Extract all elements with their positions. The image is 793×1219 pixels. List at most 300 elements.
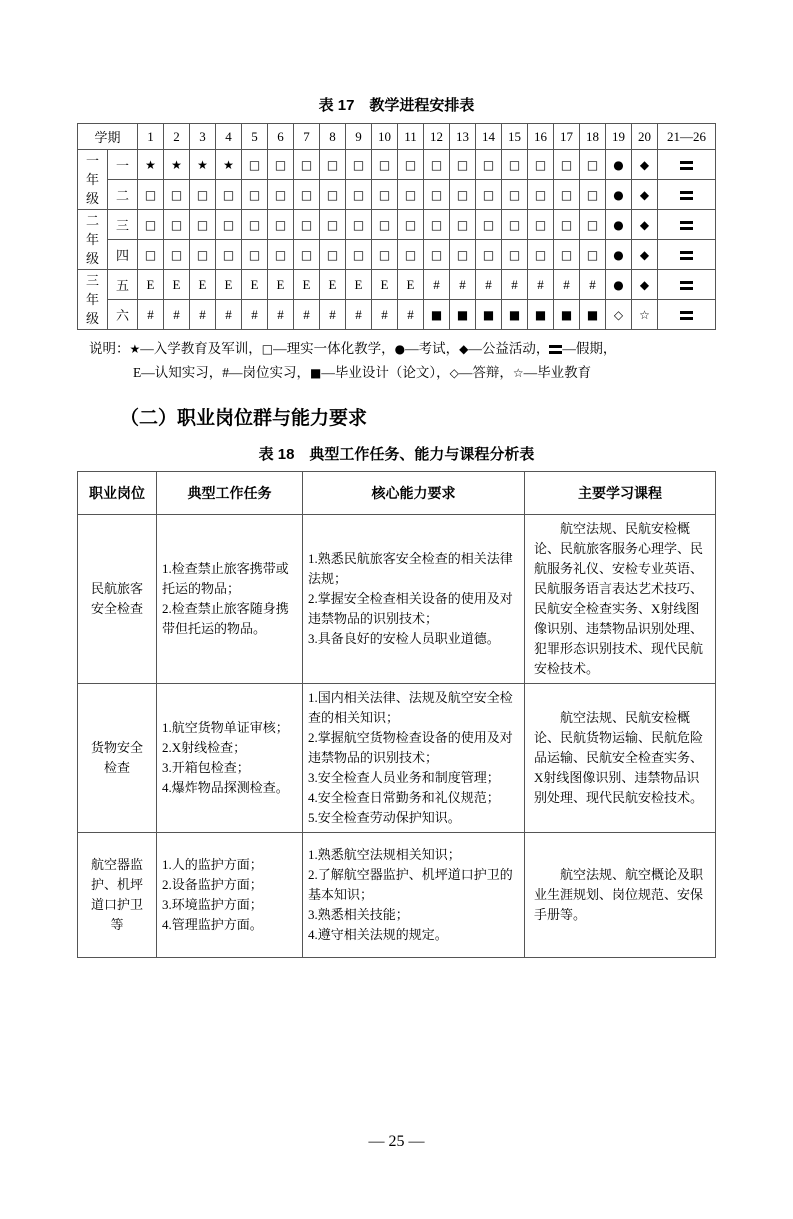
week-symbol-cell	[138, 150, 164, 180]
week-symbol-cell	[398, 210, 424, 240]
week-header-cell: 14	[476, 124, 502, 150]
holiday-bars-icon	[680, 161, 693, 170]
courses-cell: 航空法规、民航安检概论、民航旅客服务心理学、民航服务礼仪、安检专业英语、民航服务语言表达艺术技巧、民航安全检查实务、X射线图像识别、违禁物品识别处理、犯罪形态识别技术、现代民航安检技术。	[525, 515, 716, 684]
week-symbol-cell	[242, 150, 268, 180]
legend-line-2: E—认知实习，#—岗位实习，■—毕业设计（论文），◇—答辩，☆—毕业教育	[133, 365, 592, 380]
integrated-teaching-square-icon: □	[144, 217, 157, 232]
week-symbol-cell	[580, 300, 606, 330]
week-header-cell: 5	[242, 124, 268, 150]
week-symbol-cell	[658, 240, 716, 270]
week-symbol-cell	[294, 300, 320, 330]
week-symbol-cell	[528, 210, 554, 240]
week-symbol-cell	[216, 270, 242, 300]
week-symbol-cell	[138, 270, 164, 300]
week-symbol-cell	[216, 240, 242, 270]
graduation-design-square-icon: ■	[534, 307, 547, 322]
graduation-education-star-icon: ☆	[639, 307, 650, 322]
week-symbol-cell	[502, 180, 528, 210]
task-analysis-row	[78, 833, 716, 958]
week-symbol-cell	[164, 180, 190, 210]
week-symbol-cell	[294, 240, 320, 270]
semester-number-cell: 五	[108, 270, 138, 300]
post-cell: 货物安全检查	[78, 684, 157, 833]
week-symbol-cell	[268, 150, 294, 180]
cell-mark: #	[251, 306, 258, 322]
integrated-teaching-square-icon: □	[274, 187, 287, 202]
public-welfare-diamond-icon: ◆	[639, 157, 650, 172]
ability-item: 4.安全检查日常勤务和礼仪规范；	[308, 790, 500, 805]
teaching-schedule-table	[77, 123, 716, 330]
integrated-teaching-square-icon: □	[560, 247, 573, 262]
public-welfare-diamond-icon: ◆	[639, 187, 650, 202]
week-symbol-cell	[190, 270, 216, 300]
week-symbol-cell	[450, 300, 476, 330]
integrated-teaching-square-icon: □	[456, 157, 469, 172]
cell-mark: E	[302, 276, 311, 292]
graduation-design-square-icon: ■	[456, 307, 469, 322]
week-symbol-cell	[450, 270, 476, 300]
cell-mark: #	[537, 276, 544, 292]
tasks-cell	[157, 684, 303, 833]
week-symbol-cell	[632, 300, 658, 330]
column-header: 典型工作任务	[157, 472, 303, 515]
integrated-teaching-square-icon: □	[274, 247, 287, 262]
ability-item: 3.安全检查人员业务和制度管理；	[308, 770, 500, 785]
teaching-schedule-header	[78, 124, 716, 150]
ability-item: 3.熟悉相关技能；	[308, 907, 409, 922]
week-symbol-cell	[294, 270, 320, 300]
week-symbol-cell	[398, 270, 424, 300]
week-symbol-cell	[554, 150, 580, 180]
task-analysis-row	[78, 515, 716, 684]
week-symbol-cell	[424, 180, 450, 210]
graduation-design-square-icon: ■	[430, 307, 443, 322]
week-symbol-cell	[268, 240, 294, 270]
tasks-cell	[157, 833, 303, 958]
task-item: 3.开箱包检查；	[162, 760, 250, 775]
week-symbol-cell	[190, 150, 216, 180]
schedule-row	[78, 270, 716, 300]
integrated-teaching-square-icon: □	[586, 157, 599, 172]
week-header-cell: 12	[424, 124, 450, 150]
week-symbol-cell	[346, 270, 372, 300]
week-symbol-cell	[554, 240, 580, 270]
defense-diamond-icon: ◇	[613, 307, 624, 322]
week-header-cell: 19	[606, 124, 632, 150]
schedule-row	[78, 240, 716, 270]
exam-dot-icon: ●	[613, 247, 624, 262]
integrated-teaching-square-icon: □	[430, 247, 443, 262]
integrated-teaching-square-icon: □	[534, 247, 547, 262]
week-symbol-cell	[398, 180, 424, 210]
week-symbol-cell	[580, 150, 606, 180]
week-symbol-cell	[346, 300, 372, 330]
integrated-teaching-square-icon: □	[274, 217, 287, 232]
week-symbol-cell	[294, 180, 320, 210]
integrated-teaching-square-icon: □	[248, 187, 261, 202]
week-symbol-cell	[372, 270, 398, 300]
legend-line-1: 说明：★—入学教育及军训，□—理实一体化教学，●—考试，◆—公益活动， —假期，	[89, 341, 617, 356]
cell-mark: #	[277, 306, 284, 322]
week-symbol-cell	[190, 240, 216, 270]
cell-mark: #	[381, 306, 388, 322]
task-item: 1.人的监护方面；	[162, 857, 263, 872]
week-symbol-cell	[372, 150, 398, 180]
week-header-cell: 10	[372, 124, 398, 150]
week-header-cell: 3	[190, 124, 216, 150]
week-symbol-cell	[372, 240, 398, 270]
week-symbol-cell	[320, 180, 346, 210]
week-symbol-cell	[138, 240, 164, 270]
column-header: 主要学习课程	[525, 472, 716, 515]
year-label-cell: 三 年 级	[78, 270, 108, 330]
integrated-teaching-square-icon: □	[274, 157, 287, 172]
week-symbol-cell	[554, 270, 580, 300]
week-symbol-cell	[372, 300, 398, 330]
integrated-teaching-square-icon: □	[222, 187, 235, 202]
schedule-row	[78, 210, 716, 240]
cell-mark: E	[198, 276, 207, 292]
week-symbol-cell	[138, 210, 164, 240]
week-symbol-cell	[450, 150, 476, 180]
integrated-teaching-square-icon: □	[482, 247, 495, 262]
holiday-bars-icon	[680, 251, 693, 260]
schedule-row	[78, 300, 716, 330]
week-symbol-cell	[450, 180, 476, 210]
week-symbol-cell	[424, 210, 450, 240]
graduation-design-square-icon: ■	[560, 307, 573, 322]
public-welfare-diamond-icon: ◆	[459, 342, 469, 356]
week-header-cell: 13	[450, 124, 476, 150]
integrated-teaching-square-icon: □	[300, 157, 313, 172]
week-symbol-cell	[554, 180, 580, 210]
year-label-cell: 一 年 级	[78, 150, 108, 210]
task-analysis-row	[78, 684, 716, 833]
week-symbol-cell	[242, 180, 268, 210]
integrated-teaching-square-icon: □	[300, 187, 313, 202]
holiday-bars-icon	[549, 345, 562, 354]
week-symbol-cell	[138, 300, 164, 330]
week-symbol-cell	[190, 180, 216, 210]
week-symbol-cell	[658, 210, 716, 240]
week-symbol-cell	[320, 240, 346, 270]
week-symbol-cell	[658, 180, 716, 210]
integrated-teaching-square-icon: □	[378, 187, 391, 202]
integrated-teaching-square-icon: □	[508, 157, 521, 172]
week-symbol-cell	[606, 180, 632, 210]
graduation-design-square-icon: ■	[482, 307, 495, 322]
week-symbol-cell	[268, 270, 294, 300]
integrated-teaching-square-icon: □	[456, 187, 469, 202]
week-symbol-cell	[528, 180, 554, 210]
integrated-teaching-square-icon: □	[456, 247, 469, 262]
integrated-teaching-square-icon: □	[196, 187, 209, 202]
week-symbol-cell	[606, 240, 632, 270]
week-symbol-cell	[580, 270, 606, 300]
integrated-teaching-square-icon: □	[456, 217, 469, 232]
integrated-teaching-square-icon: □	[352, 247, 365, 262]
integrated-teaching-square-icon: □	[248, 157, 261, 172]
integrated-teaching-square-icon: □	[300, 247, 313, 262]
task-item: 2.检查禁止旅客随身携带但托运的物品。	[162, 601, 289, 636]
integrated-teaching-square-icon: □	[404, 247, 417, 262]
integrated-teaching-square-icon: □	[222, 217, 235, 232]
week-symbol-cell	[606, 150, 632, 180]
cell-mark: #	[355, 306, 362, 322]
integrated-teaching-square-icon: □	[248, 247, 261, 262]
week-symbol-cell	[216, 210, 242, 240]
week-symbol-cell	[216, 180, 242, 210]
week-symbol-cell	[164, 300, 190, 330]
integrated-teaching-square-icon: □	[196, 247, 209, 262]
week-symbol-cell	[606, 270, 632, 300]
week-symbol-cell	[242, 240, 268, 270]
week-symbol-cell	[242, 300, 268, 330]
week-symbol-cell	[476, 240, 502, 270]
week-symbol-cell	[502, 300, 528, 330]
task-analysis-table	[77, 471, 716, 958]
week-symbol-cell	[502, 270, 528, 300]
cell-mark: E	[276, 276, 285, 292]
week-symbol-cell	[476, 270, 502, 300]
week-symbol-cell	[580, 240, 606, 270]
week-symbol-cell	[606, 300, 632, 330]
cell-mark: #	[485, 276, 492, 292]
cell-mark: E	[146, 276, 155, 292]
integrated-teaching-square-icon: □	[378, 217, 391, 232]
week-symbol-cell	[268, 300, 294, 330]
week-symbol-cell	[346, 240, 372, 270]
week-header-cell: 1	[138, 124, 164, 150]
week-symbol-cell	[320, 150, 346, 180]
semester-number-cell: 三	[108, 210, 138, 240]
week-symbol-cell	[242, 270, 268, 300]
week-header-cell: 21—26	[658, 124, 716, 150]
graduation-education-star-icon: ☆	[512, 366, 524, 380]
cell-mark: #	[303, 306, 310, 322]
integrated-teaching-square-icon: □	[326, 157, 339, 172]
column-header: 职业岗位	[78, 472, 157, 515]
year-label-cell: 二 年 级	[78, 210, 108, 270]
enrollment-star-icon: ★	[171, 157, 182, 172]
week-header-cell: 8	[320, 124, 346, 150]
table17-legend	[77, 337, 716, 385]
week-symbol-cell	[346, 150, 372, 180]
task-analysis-body	[78, 515, 716, 958]
courses-cell: 航空法规、航空概论及职业生涯规划、岗位规范、安保手册等。	[525, 833, 716, 958]
cell-mark: E	[250, 276, 259, 292]
integrated-teaching-square-icon: □	[586, 247, 599, 262]
week-header-cell: 2	[164, 124, 190, 150]
integrated-teaching-square-icon: □	[508, 247, 521, 262]
week-symbol-cell	[632, 150, 658, 180]
cell-mark: #	[589, 276, 596, 292]
semester-header-cell: 学期	[78, 124, 138, 150]
week-symbol-cell	[242, 210, 268, 240]
task-item: 3.环境监护方面；	[162, 897, 263, 912]
integrated-teaching-square-icon: □	[170, 217, 183, 232]
week-symbol-cell	[502, 150, 528, 180]
week-symbol-cell	[424, 300, 450, 330]
tasks-cell	[157, 515, 303, 684]
week-header-cell: 7	[294, 124, 320, 150]
week-symbol-cell	[190, 300, 216, 330]
week-symbol-cell	[632, 270, 658, 300]
schedule-row	[78, 150, 716, 180]
integrated-teaching-square-icon: □	[378, 247, 391, 262]
abilities-cell	[303, 684, 525, 833]
week-header-cell: 16	[528, 124, 554, 150]
ability-item: 4.遵守相关法规的规定。	[308, 927, 448, 942]
integrated-teaching-square-icon: □	[560, 217, 573, 232]
integrated-teaching-square-icon: □	[222, 247, 235, 262]
ability-item: 1.国内相关法律、法规及航空安全检查的相关知识；	[308, 690, 513, 725]
ability-item: 1.熟悉民航旅客安全检查的相关法律法规；	[308, 551, 513, 586]
ability-item: 1.熟悉航空法规相关知识；	[308, 847, 461, 862]
cell-mark: #	[459, 276, 466, 292]
semester-number-cell: 四	[108, 240, 138, 270]
integrated-teaching-square-icon: □	[430, 157, 443, 172]
integrated-teaching-square-icon: □	[482, 217, 495, 232]
integrated-teaching-square-icon: □	[144, 187, 157, 202]
ability-item: 2.掌握安全检查相关设备的使用及对违禁物品的识别技术；	[308, 591, 513, 626]
cell-mark: #	[329, 306, 336, 322]
integrated-teaching-square-icon: □	[170, 187, 183, 202]
document-page	[0, 97, 793, 1219]
week-symbol-cell	[476, 180, 502, 210]
ability-item: 2.掌握航空货物检查设备的使用及对违禁物品的识别技术；	[308, 730, 513, 765]
week-symbol-cell	[320, 300, 346, 330]
holiday-bars-icon	[680, 221, 693, 230]
cell-mark: #	[199, 306, 206, 322]
integrated-teaching-square-icon: □	[248, 217, 261, 232]
week-header-cell: 6	[268, 124, 294, 150]
public-welfare-diamond-icon: ◆	[639, 277, 650, 292]
week-symbol-cell	[632, 240, 658, 270]
defense-diamond-icon: ◇	[449, 366, 459, 380]
exam-dot-icon: ●	[394, 342, 406, 356]
week-symbol-cell	[658, 270, 716, 300]
column-header: 核心能力要求	[303, 472, 525, 515]
week-symbol-cell	[502, 210, 528, 240]
holiday-bars-icon	[680, 281, 693, 290]
week-symbol-cell	[320, 270, 346, 300]
task-item: 2.设备监护方面；	[162, 877, 263, 892]
integrated-teaching-square-icon: □	[586, 187, 599, 202]
task-item: 1.航空货物单证审核；	[162, 720, 289, 735]
week-header-cell: 18	[580, 124, 606, 150]
week-header-cell: 11	[398, 124, 424, 150]
week-symbol-cell	[138, 180, 164, 210]
week-symbol-cell	[216, 300, 242, 330]
integrated-teaching-square-icon: □	[586, 217, 599, 232]
week-symbol-cell	[398, 150, 424, 180]
week-symbol-cell	[164, 270, 190, 300]
week-symbol-cell	[424, 240, 450, 270]
courses-cell: 航空法规、民航安检概论、民航货物运输、民航危险品运输、民航安全检查实务、X射线图像识别、违禁物品识别处理、现代民航安检技术。	[525, 684, 716, 833]
week-symbol-cell	[372, 210, 398, 240]
task-item: 4.管理监护方面。	[162, 917, 263, 932]
integrated-teaching-square-icon: □	[378, 157, 391, 172]
week-symbol-cell	[372, 180, 398, 210]
week-symbol-cell	[528, 300, 554, 330]
integrated-teaching-square-icon: □	[326, 217, 339, 232]
table18-title: 表 18 典型工作任务、能力与课程分析表	[258, 446, 535, 463]
week-symbol-cell	[294, 150, 320, 180]
week-symbol-cell	[164, 240, 190, 270]
week-symbol-cell	[164, 210, 190, 240]
cell-mark: E	[328, 276, 337, 292]
week-symbol-cell	[268, 180, 294, 210]
cell-mark: #	[147, 306, 154, 322]
integrated-teaching-square-icon: □	[404, 217, 417, 232]
task-item: 4.爆炸物品探测检查。	[162, 780, 289, 795]
integrated-teaching-square-icon: □	[534, 217, 547, 232]
week-symbol-cell	[190, 210, 216, 240]
week-symbol-cell	[502, 240, 528, 270]
graduation-design-square-icon: ■	[310, 366, 322, 380]
semester-number-cell: 二	[108, 180, 138, 210]
task-analysis-header	[78, 472, 716, 515]
week-symbol-cell	[398, 240, 424, 270]
week-symbol-cell	[216, 150, 242, 180]
abilities-cell	[303, 515, 525, 684]
task-item: 1.检查禁止旅客携带或托运的物品；	[162, 561, 289, 596]
task-item: 2.X射线检查；	[162, 740, 247, 755]
week-symbol-cell	[554, 300, 580, 330]
section-heading: （二）职业岗位群与能力要求	[120, 408, 368, 429]
integrated-teaching-square-icon: □	[352, 217, 365, 232]
week-symbol-cell	[580, 210, 606, 240]
enrollment-star-icon: ★	[223, 157, 234, 172]
teaching-schedule-body	[78, 150, 716, 330]
integrated-teaching-square-icon: □	[482, 187, 495, 202]
integrated-teaching-square-icon: □	[326, 247, 339, 262]
integrated-teaching-square-icon: □	[534, 157, 547, 172]
cell-mark: #	[407, 306, 414, 322]
week-header-cell: 20	[632, 124, 658, 150]
integrated-teaching-square-icon: □	[261, 342, 274, 356]
week-symbol-cell	[346, 210, 372, 240]
integrated-teaching-square-icon: □	[404, 157, 417, 172]
enrollment-star-icon: ★	[145, 157, 156, 172]
integrated-teaching-square-icon: □	[430, 187, 443, 202]
public-welfare-diamond-icon: ◆	[639, 217, 650, 232]
integrated-teaching-square-icon: □	[144, 247, 157, 262]
integrated-teaching-square-icon: □	[508, 217, 521, 232]
integrated-teaching-square-icon: □	[534, 187, 547, 202]
week-symbol-cell	[450, 240, 476, 270]
abilities-cell	[303, 833, 525, 958]
integrated-teaching-square-icon: □	[508, 187, 521, 202]
schedule-row	[78, 180, 716, 210]
integrated-teaching-square-icon: □	[352, 157, 365, 172]
week-symbol-cell	[528, 270, 554, 300]
graduation-design-square-icon: ■	[508, 307, 521, 322]
exam-dot-icon: ●	[613, 157, 624, 172]
integrated-teaching-square-icon: □	[300, 217, 313, 232]
post-cell: 民航旅客安全检查	[78, 515, 157, 684]
cell-mark: #	[173, 306, 180, 322]
week-symbol-cell	[424, 150, 450, 180]
week-symbol-cell	[476, 150, 502, 180]
week-symbol-cell	[658, 150, 716, 180]
week-symbol-cell	[476, 210, 502, 240]
week-symbol-cell	[398, 300, 424, 330]
week-header-cell: 15	[502, 124, 528, 150]
cell-mark: E	[380, 276, 389, 292]
week-symbol-cell	[606, 210, 632, 240]
